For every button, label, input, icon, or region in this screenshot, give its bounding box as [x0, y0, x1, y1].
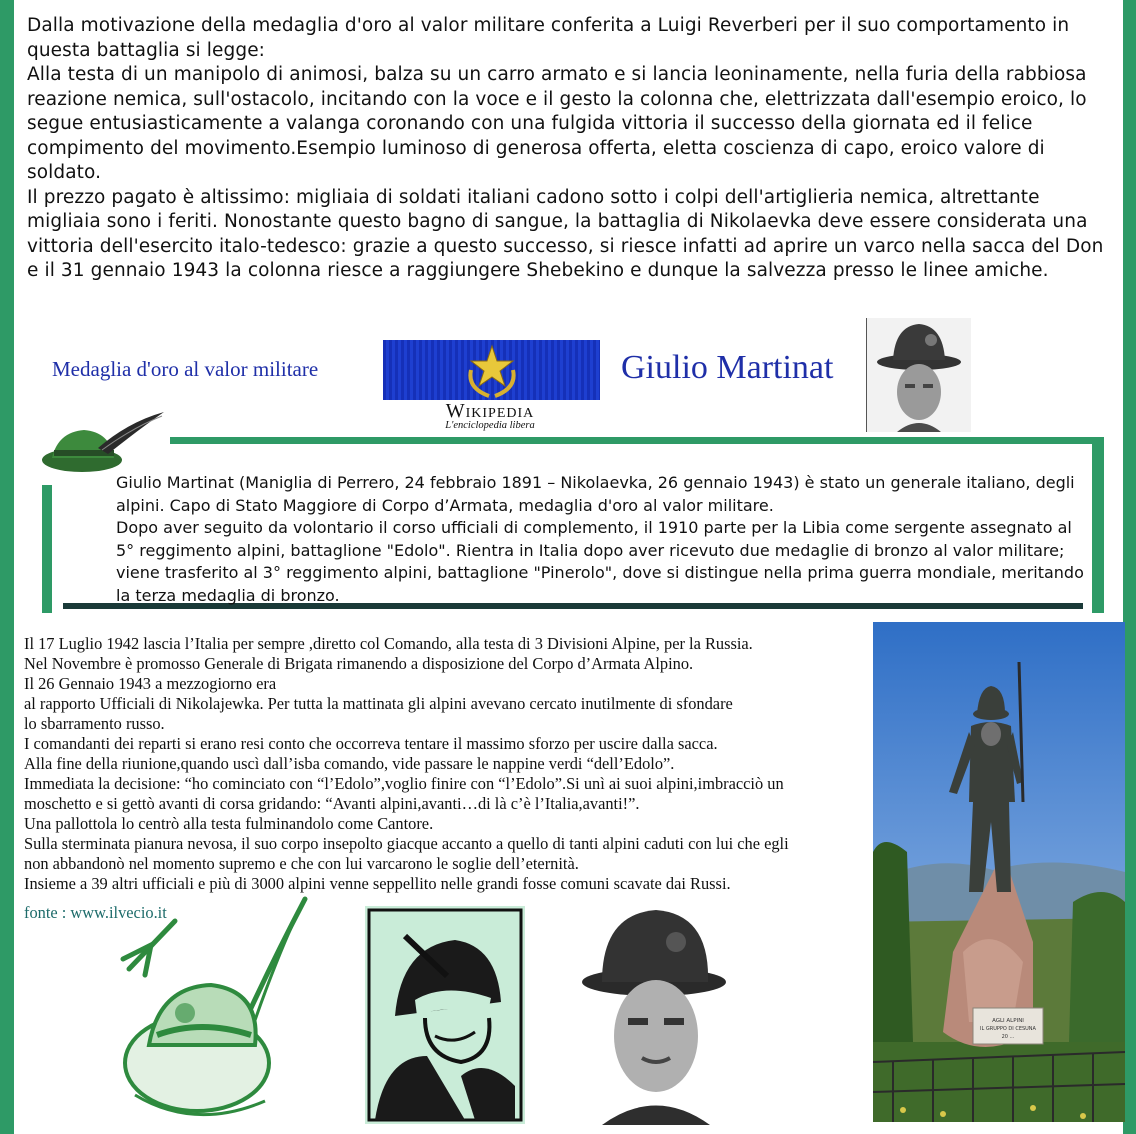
story-line: Sulla sterminata pianura nevosa, il suo corpo insepolto giacque accanto a quello di tanti alpini caduti con lui che egli	[24, 834, 789, 853]
story-line: al rapporto Ufficiali di Nikolajewka. Per tutta la mattinata gli alpini avevano cercato inutilmente di sfondare	[24, 694, 733, 713]
story-line: Alla fine della riunione,quando uscì dall’isba comando, vide passare le nappine verdi “dell’Edolo”.	[24, 754, 675, 773]
medal-label: Medaglia d'oro al valor militare	[52, 357, 319, 381]
source-credit: fonte : www.ilvecio.it	[24, 903, 167, 922]
story-line: Immediata la decisione: “ho cominciato con “l’Edolo”,voglio finire con “l’Edolo”.Si unì ai suoi alpini,imbracciò un	[24, 774, 784, 793]
bio-box-right-border	[1092, 437, 1104, 613]
story-line: lo sbarramento russo.	[24, 714, 165, 733]
bio-paragraph-2: Dopo aver seguito da volontario il corso ufficiali di complemento, il 1910 parte per la Libia come sergente assegnato al 5° reggimento alpini, battaglione "Edolo". Rientra in Italia dopo aver ricevuto due medaglie di bronzo al valor militare; viene trasferito al 3° reggimento alpini, battaglione "Pinerolo", dove si distingue nella prima guerra mondiale, meritando la terza medaglia di bronzo.	[116, 518, 1084, 605]
person-name-title: Giulio Martinat	[621, 349, 834, 386]
story-line: Nel Novembre è promosso Generale di Brigata rimanendo a disposizione del Corpo d’Armata Alpino.	[24, 654, 694, 673]
plaque-line-2: IL GRUPPO DI CESUNA	[980, 1026, 1036, 1032]
alpine-hat-icon	[38, 408, 168, 478]
intro-paragraph-3: Il prezzo pagato è altissimo: migliaia di soldati italiani cadono sotto i colpi dell'artiglieria nemica, altrettante migliaia sono i feriti. Nonostante questo bagno di sangue, la battaglia di Nikolaevka deve essere considerata una vittoria dell'esercito italo-tedesco: grazie a questo successo, si riesce infatti ad aprire un varco nella sacca del Don e il 31 gennaio 1943 la colonna riesce a raggiungere Shebekino e dunque la salvezza presso le linee amiche.	[27, 186, 1104, 281]
wikipedia-logo	[428, 400, 552, 431]
wikipedia-wordmark: Wikipedia	[445, 400, 535, 422]
alpine-soldier-woodcut-image	[365, 906, 525, 1124]
story-line: Una pallottola lo centrò alla testa fulminandolo come Cantore.	[24, 814, 434, 833]
gold-star-wreath-icon	[459, 340, 525, 400]
story-line: Il 26 Gennaio 1943 a mezzogiorno era	[24, 674, 277, 693]
story-line: moschetto e si gettò avanti di corsa gridando: “Avanti alpini,avanti…di là c’è l’Italia,avanti!”.	[24, 794, 640, 813]
intro-paragraph-2: Alla testa di un manipolo di animosi, balza su un carro armato e si lancia leoninamente, nella furia della rabbiosa reazione nemica, sull'ostacolo, incitando con la voce e il gesto la colonna che, elettrizzata dall'esempio eroico, lo segue entusiasticamente a valanga coronando con una fulgida vittoria il successo della giornata ed il felice compimento del movimento.Esempio luminoso di generosa offerta, eletta coscienza di capo, eroico valore di soldato.	[27, 64, 1087, 183]
bio-text	[116, 472, 1086, 607]
medal-ribbon	[383, 340, 600, 400]
bio-box-top-border	[170, 437, 1104, 444]
story-line: I comandanti dei reparti si erano resi conto che occorreva tentare il massimo sforzo per uscire dalla sacca.	[24, 734, 718, 753]
left-green-border	[0, 0, 14, 1134]
bio-paragraph-1: Giulio Martinat (Maniglia di Perrero, 24 febbraio 1891 – Nikolaevka, 26 gennaio 1943) è stato un generale italiano, degli alpini. Capo di Stato Maggiore di Corpo d’Armata, medaglia d'oro al valor militare.	[116, 473, 1075, 515]
portrait-photo-large	[572, 900, 740, 1125]
plaque-line-3: 20 ...	[1001, 1034, 1015, 1040]
intro-paragraph-1: Dalla motivazione della medaglia d'oro al valor militare conferita a Luigi Reverberi per il suo comportamento in questa battaglia si legge:	[27, 15, 1070, 61]
alpine-hat-sketch-image	[115, 895, 335, 1133]
portrait-photo-small	[866, 318, 971, 432]
story-line: Il 17 Luglio 1942 lascia l’Italia per sempre ,diretto col Comando, alla testa di 3 Divisioni Alpine, per la Russia.	[24, 634, 753, 653]
alpini-monument-photo	[873, 622, 1125, 1122]
plaque-line-1: AGLI ALPINI	[992, 1018, 1024, 1024]
bio-box-left-border	[42, 485, 52, 613]
intro-text	[27, 14, 1119, 284]
story-line: non abbandonò nel momento supremo e che con lui varcarono le soglie dell’eternità.	[24, 854, 579, 873]
wikipedia-tagline: L'enciclopedia libera	[445, 420, 535, 431]
story-text	[24, 634, 869, 894]
story-line: Insieme a 39 altri ufficiali e più di 3000 alpini venne seppellito nelle grandi fosse comuni scavate dai Russi.	[24, 874, 731, 893]
